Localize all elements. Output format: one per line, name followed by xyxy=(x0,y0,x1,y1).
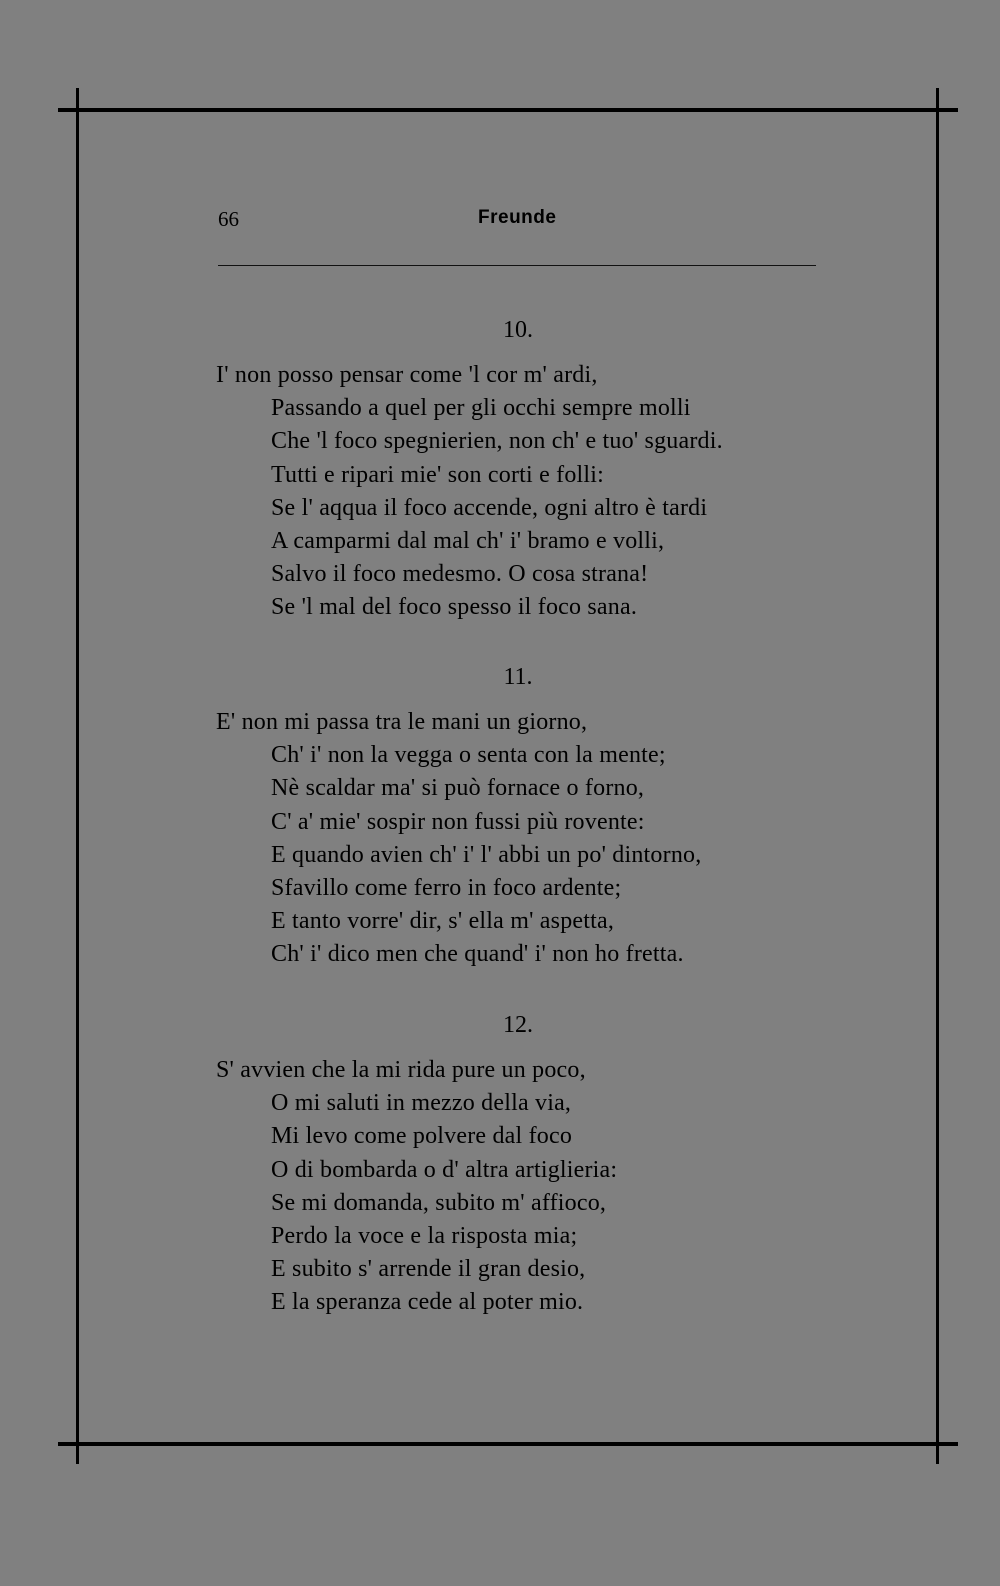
stanza-12 xyxy=(216,1008,856,1320)
stanza-number: 10. xyxy=(503,317,533,343)
verse-line: Ch' i' dico men che quand' i' non ho fretta. xyxy=(271,941,684,968)
verse-line: Perdo la voce e la risposta mia; xyxy=(271,1222,578,1249)
verse-line: E subito s' arrende il gran desio, xyxy=(271,1256,586,1283)
verse-line: E' non mi passa tra le mani un giorno, xyxy=(216,709,588,735)
verse-line: Nè scaldar ma' si può fornace o forno, xyxy=(271,775,645,802)
stanza-10 xyxy=(216,313,856,625)
frame-bottom-rule xyxy=(58,1442,958,1446)
verse-line: Sfavillo come ferro in foco ardente; xyxy=(271,874,622,901)
verse-line: Se l' aqqua il foco accende, ogni altro è tardi xyxy=(271,494,708,521)
verse-line: Passando a quel per gli occhi sempre molli xyxy=(271,395,691,422)
verse-line: Tutti e ripari mie' son corti e folli: xyxy=(271,461,604,488)
header-rule xyxy=(218,265,816,266)
verse-line: E quando avien ch' i' l' abbi un po' dintorno, xyxy=(271,841,702,868)
frame-left-rule xyxy=(76,88,79,1464)
verse-line: Salvo il foco medesmo. O cosa strana! xyxy=(271,561,649,588)
page-number: 66 xyxy=(218,207,239,231)
verse-line: E tanto vorre' dir, s' ella m' aspetta, xyxy=(271,908,615,935)
frame-right-rule xyxy=(936,88,939,1464)
stanza-11 xyxy=(216,660,856,972)
verse-line: C' a' mie' sospir non fussi più rovente: xyxy=(271,808,645,835)
verse-line: S' avvien che la mi rida pure un poco, xyxy=(216,1057,586,1083)
running-title: Freunde xyxy=(478,207,557,228)
frame-top-rule xyxy=(58,108,958,112)
verse-line: O mi saluti in mezzo della via, xyxy=(271,1090,572,1117)
verse-line: E la speranza cede al poter mio. xyxy=(271,1289,584,1316)
verse-line: Che 'l foco spegnierien, non ch' e tuo' sguardi. xyxy=(271,428,723,455)
verse-line: Mi levo come polvere dal foco xyxy=(271,1123,573,1150)
stanza-number: 11. xyxy=(503,664,533,690)
verse-line: I' non posso pensar come 'l cor m' ardi, xyxy=(216,362,598,388)
verse-line: Ch' i' non la vegga o senta con la mente; xyxy=(271,742,666,769)
verse-line: Se mi domanda, subito m' affioco, xyxy=(271,1189,607,1216)
verse-line: Se 'l mal del foco spesso il foco sana. xyxy=(271,594,638,621)
running-head xyxy=(218,207,818,237)
verse-line: O di bombarda o d' altra artiglieria: xyxy=(271,1156,618,1183)
verse-line: A camparmi dal mal ch' i' bramo e volli, xyxy=(271,527,665,554)
stanza-number: 12. xyxy=(503,1012,533,1038)
